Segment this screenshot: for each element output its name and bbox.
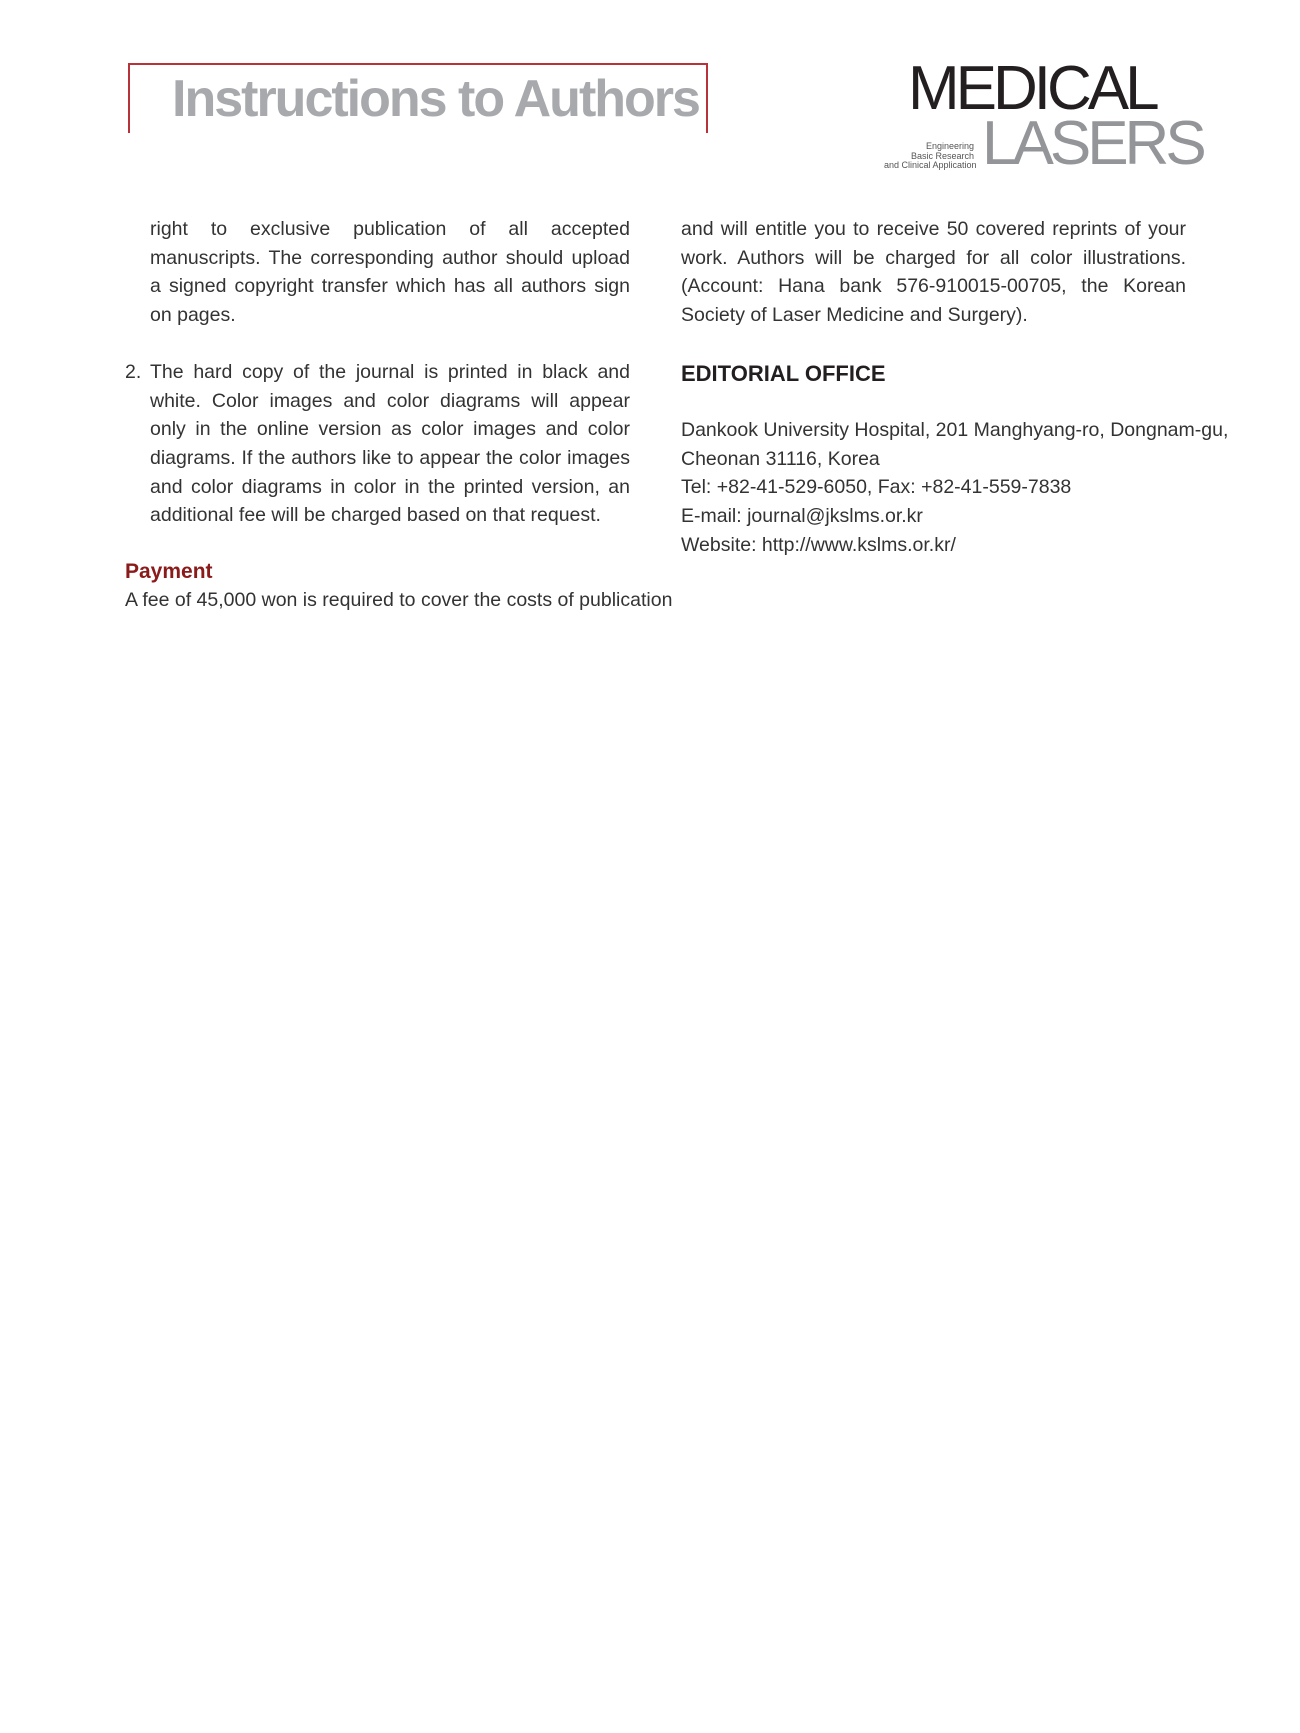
- payment-text: A fee of 45,000 won is required to cover the costs of publication: [125, 589, 673, 612]
- logo-subtitle-line: and Clinical Application: [884, 160, 977, 170]
- logo-lasers-text: LASERS: [982, 109, 1203, 178]
- list-number: 2.: [125, 360, 142, 383]
- logo-subtitle-line: Engineering: [925, 141, 974, 151]
- logo-medical-text: MEDICAL: [908, 54, 1156, 123]
- logo-subtitle: [884, 141, 977, 171]
- page-title: Instructions to Authors: [172, 70, 699, 128]
- address-line: Dankook University Hospital, 201 Manghyang-ro, Dongnam-gu,: [681, 418, 1229, 441]
- editorial-office-heading: EDITORIAL OFFICE: [681, 360, 886, 386]
- editorial-contact: [681, 416, 1229, 560]
- list-item-text: The hard copy of the journal is printed in black and white. Color images and color diagrams will appear only in the online version as color images and color diagrams. If the authors like to appear the color images and color diagrams in color in the printed version, an additional fee will be charged based on that request.: [150, 360, 630, 527]
- header-box: [128, 63, 708, 133]
- address-line: Cheonan 31116, Korea: [681, 447, 880, 470]
- list-item: [125, 358, 630, 530]
- phone-fax: Tel: +82-41-529-6050, Fax: +82-41-559-7838: [681, 476, 1072, 499]
- left-column: [125, 215, 673, 615]
- email-text: E-mail: journal@jkslms.or.kr: [681, 504, 923, 527]
- website-text: Website: http://www.kslms.or.kr/: [681, 533, 956, 556]
- journal-logo: [884, 54, 1203, 178]
- right-column: [681, 215, 1229, 559]
- payment-continued-text: and will entitle you to receive 50 covered reprints of your work. Authors will be charged for all color illustrations. (Account: Hana bank 576-910015-00705, the Korean Society of Laser Medicine and Surgery).: [681, 218, 1186, 327]
- logo-subtitle-line: Basic Research: [910, 150, 974, 161]
- continued-paragraph: right to exclusive publication of all accepted manuscripts. The corresponding author should upload a signed copyright transfer which has all authors sign on pages.: [150, 218, 630, 327]
- payment-heading: Payment: [125, 560, 213, 584]
